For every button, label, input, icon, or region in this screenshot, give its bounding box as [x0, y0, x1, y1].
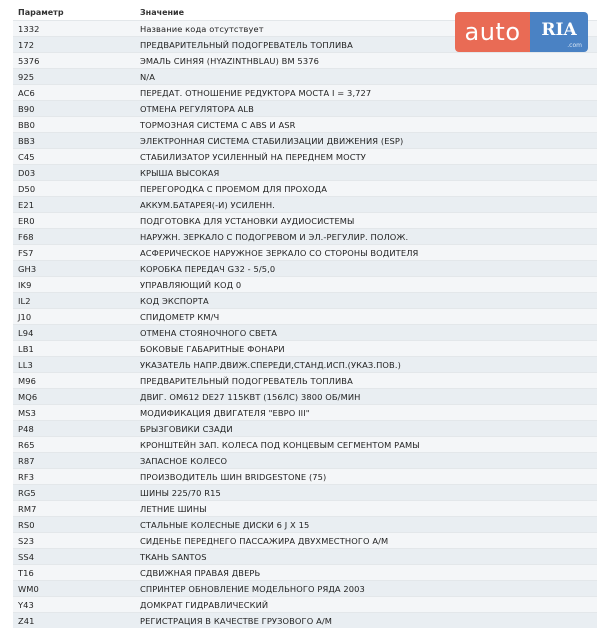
- table-row: [13, 548, 597, 564]
- option-description: Название кода отсутствует: [140, 23, 264, 34]
- option-code: 1332: [18, 23, 40, 34]
- table-row: [13, 292, 597, 308]
- table-row: [13, 452, 597, 468]
- table-body: [13, 20, 597, 628]
- table-row: [13, 484, 597, 500]
- option-code: RF3: [18, 471, 35, 482]
- table-row: [13, 468, 597, 484]
- option-description: КРОНШТЕЙН ЗАП. КОЛЕСА ПОД КОНЦЕВЫМ СЕГМЕНТОМ РАМЫ: [140, 439, 420, 450]
- header-value: Значение: [140, 7, 185, 17]
- option-code: RS0: [18, 519, 35, 530]
- option-description: ПРЕДВАРИТЕЛЬНЫЙ ПОДОГРЕВАТЕЛЬ ТОПЛИВА: [140, 39, 353, 50]
- table-row: [13, 324, 597, 340]
- option-code: SS4: [18, 551, 35, 562]
- table-row: [13, 532, 597, 548]
- option-description: СПИДОМЕТР КМ/Ч: [140, 311, 220, 322]
- table-row: [13, 180, 597, 196]
- option-code: Y43: [18, 599, 34, 610]
- table-row: [13, 420, 597, 436]
- table-row: [13, 116, 597, 132]
- option-code: BB3: [18, 135, 35, 146]
- option-code: D50: [18, 183, 36, 194]
- option-description: ОТМЕНА СТОЯНОЧНОГО СВЕТА: [140, 327, 278, 338]
- table-row: [13, 196, 597, 212]
- option-description: ДВИГ. OM612 DE27 115КВТ (156ЛС) 3800 ОБ/МИН: [140, 391, 361, 402]
- header-param: Параметр: [18, 7, 64, 17]
- option-code: 172: [18, 39, 35, 50]
- option-code: BB0: [18, 119, 35, 130]
- table-row: [13, 564, 597, 580]
- option-description: ЗАПАСНОЕ КОЛЕСО: [140, 455, 228, 466]
- option-code: B90: [18, 103, 35, 114]
- option-description: СПРИНТЕР ОБНОВЛЕНИЕ МОДЕЛЬНОГО РЯДА 2003: [140, 583, 365, 594]
- option-description: ТОРМОЗНАЯ СИСТЕМА С ABS И ASR: [140, 119, 296, 130]
- option-code: MS3: [18, 407, 37, 418]
- logo-com-text: .com: [567, 42, 582, 49]
- option-description: АККУМ.БАТАРЕЯ(-И) УСИЛЕНН.: [140, 199, 275, 210]
- option-code: C45: [18, 151, 35, 162]
- option-code: E21: [18, 199, 35, 210]
- option-description: ПЕРЕГОРОДКА С ПРОЕМОМ ДЛЯ ПРОХОДА: [140, 183, 328, 194]
- option-description: ПЕРЕДАТ. ОТНОШЕНИЕ РЕДУКТОРА МОСТА I = 3,727: [140, 87, 372, 98]
- table-row: [13, 436, 597, 452]
- table-row: [13, 612, 597, 628]
- table-row: [13, 212, 597, 228]
- option-code: AC6: [18, 87, 35, 98]
- option-description: КРЫША ВЫСОКАЯ: [140, 167, 220, 178]
- option-code: T16: [18, 567, 34, 578]
- table-row: [13, 356, 597, 372]
- table-row: [13, 308, 597, 324]
- option-description: АСФЕРИЧЕСКОЕ НАРУЖНОЕ ЗЕРКАЛО СО СТОРОНЫ ВОДИТЕЛЯ: [140, 247, 419, 258]
- option-description: ПРЕДВАРИТЕЛЬНЫЙ ПОДОГРЕВАТЕЛЬ ТОПЛИВА: [140, 375, 353, 386]
- option-description: СТАБИЛИЗАТОР УСИЛЕННЫЙ НА ПЕРЕДНЕМ МОСТУ: [140, 151, 366, 162]
- option-code: M96: [18, 375, 37, 386]
- option-description: КОД ЭКСПОРТА: [140, 295, 209, 306]
- option-description: ЛЕТНИЕ ШИНЫ: [140, 503, 207, 514]
- option-code: P48: [18, 423, 34, 434]
- option-description: БРЫЗГОВИКИ СЗАДИ: [140, 423, 233, 434]
- option-code: LL3: [18, 359, 33, 370]
- option-code: D03: [18, 167, 36, 178]
- option-code: Z41: [18, 615, 35, 626]
- table-row: [13, 596, 597, 612]
- option-description: БОКОВЫЕ ГАБАРИТНЫЕ ФОНАРИ: [140, 343, 285, 354]
- autoria-logo[interactable]: [455, 12, 588, 52]
- logo-ria-word: RIA: [541, 20, 577, 40]
- table-row: [13, 52, 597, 68]
- option-description: ПРОИЗВОДИТЕЛЬ ШИН BRIDGESTONE (75): [140, 471, 327, 482]
- option-code: 925: [18, 71, 35, 82]
- table-row: [13, 260, 597, 276]
- table-row: [13, 244, 597, 260]
- option-code: R65: [18, 439, 35, 450]
- options-table: [13, 4, 597, 628]
- option-code: ER0: [18, 215, 35, 226]
- option-code: F68: [18, 231, 34, 242]
- option-description: ТКАНЬ SANTOS: [140, 551, 207, 562]
- option-description: ЭЛЕКТРОННАЯ СИСТЕМА СТАБИЛИЗАЦИИ ДВИЖЕНИЯ (ESP): [140, 135, 404, 146]
- option-code: LB1: [18, 343, 34, 354]
- option-description: СИДЕНЬЕ ПЕРЕДНЕГО ПАССАЖИРА ДВУХМЕСТНОГО А/М: [140, 535, 389, 546]
- table-row: [13, 340, 597, 356]
- logo-auto-text: auto: [455, 12, 530, 52]
- table-row: [13, 404, 597, 420]
- option-description: ДОМКРАТ ГИДРАВЛИЧЕСКИЙ: [140, 599, 269, 610]
- option-code: MQ6: [18, 391, 38, 402]
- option-code: R87: [18, 455, 35, 466]
- option-description: НАРУЖН. ЗЕРКАЛО С ПОДОГРЕВОМ И ЭЛ.-РЕГУЛИР. ПОЛОЖ.: [140, 231, 409, 242]
- table-row: [13, 372, 597, 388]
- option-code: WM0: [18, 583, 39, 594]
- option-code: J10: [18, 311, 32, 322]
- table-row: [13, 100, 597, 116]
- table-row: [13, 132, 597, 148]
- option-code: GH3: [18, 263, 37, 274]
- option-description: ЭМАЛЬ СИНЯЯ (HYAZINTHBLAU) BM 5376: [140, 55, 319, 66]
- option-code: IK9: [18, 279, 32, 290]
- option-description: СДВИЖНАЯ ПРАВАЯ ДВЕРЬ: [140, 567, 261, 578]
- option-code: FS7: [18, 247, 34, 258]
- option-description: РЕГИСТРАЦИЯ В КАЧЕСТВЕ ГРУЗОВОГО А/М: [140, 615, 333, 626]
- option-description: СТАЛЬНЫЕ КОЛЕСНЫЕ ДИСКИ 6 J X 15: [140, 519, 310, 530]
- table-row: [13, 516, 597, 532]
- table-row: [13, 68, 597, 84]
- option-description: ПОДГОТОВКА ДЛЯ УСТАНОВКИ АУДИОСИСТЕМЫ: [140, 215, 355, 226]
- option-description: УПРАВЛЯЮЩИЙ КОД 0: [140, 279, 242, 290]
- table-row: [13, 276, 597, 292]
- option-code: RG5: [18, 487, 36, 498]
- table-row: [13, 580, 597, 596]
- option-code: RM7: [18, 503, 37, 514]
- option-description: КОРОБКА ПЕРЕДАЧ G32 - 5/5,0: [140, 263, 276, 274]
- option-description: ШИНЫ 225/70 R15: [140, 487, 221, 498]
- option-code: IL2: [18, 295, 31, 306]
- table-row: [13, 228, 597, 244]
- option-code: L94: [18, 327, 34, 338]
- option-description: МОДИФИКАЦИЯ ДВИГАТЕЛЯ "ЕВРО III": [140, 407, 310, 418]
- option-code: 5376: [18, 55, 40, 66]
- table-row: [13, 84, 597, 100]
- logo-ria-text: [530, 12, 588, 52]
- table-row: [13, 164, 597, 180]
- table-row: [13, 388, 597, 404]
- table-row: [13, 500, 597, 516]
- option-description: ОТМЕНА РЕГУЛЯТОРА ALB: [140, 103, 254, 114]
- option-code: S23: [18, 535, 35, 546]
- table-row: [13, 148, 597, 164]
- option-description: N/A: [140, 71, 155, 82]
- option-description: УКАЗАТЕЛЬ НАПР.ДВИЖ.СПЕРЕДИ,СТАНД.ИСП.(УКАЗ.ПОВ.): [140, 359, 401, 370]
